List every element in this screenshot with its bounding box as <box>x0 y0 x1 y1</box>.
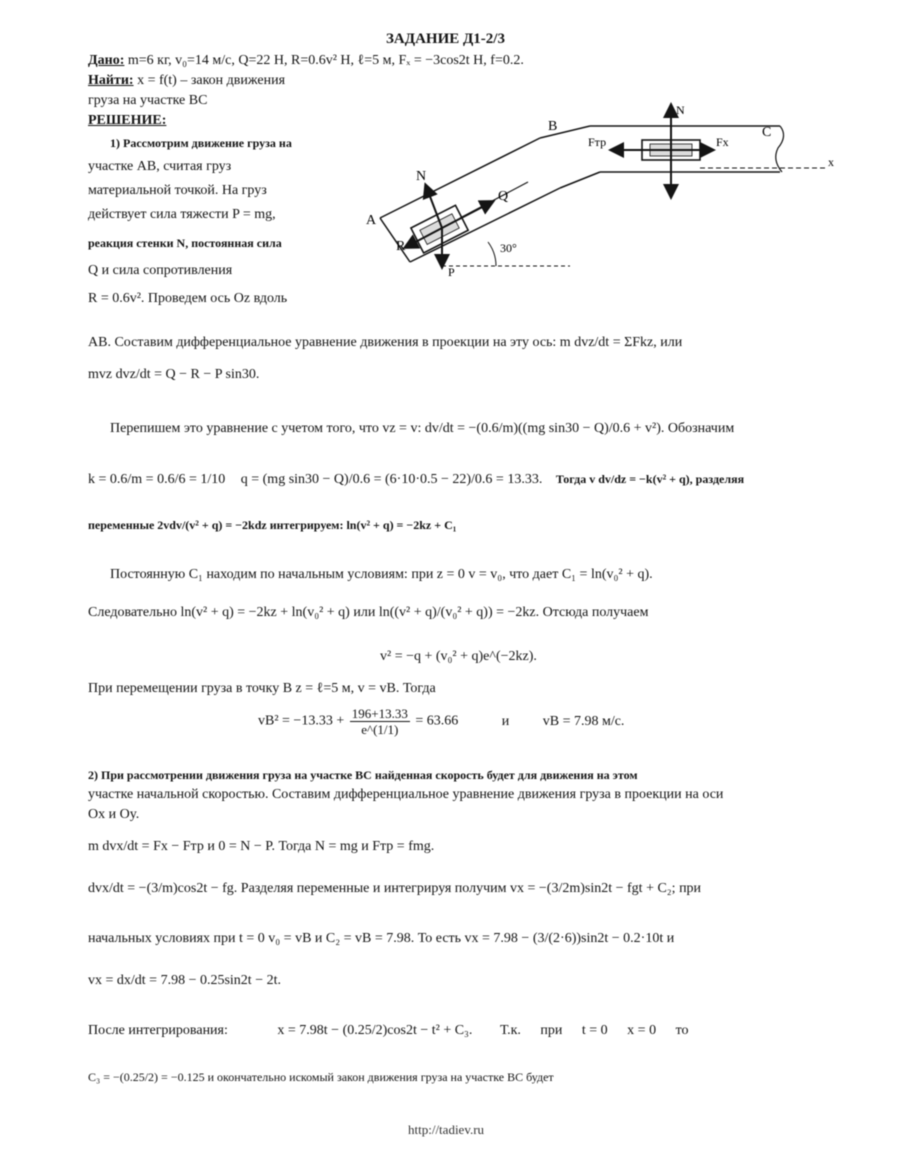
paragraph-5c: Ox и Oy. <box>88 807 140 822</box>
equation-8-line <box>88 1022 689 1040</box>
page-title: ЗАДАНИЕ Д1-2/3 <box>386 31 505 47</box>
equation-3-fraction <box>350 706 410 737</box>
equation-4: m dvx/dt = Fx − Fтр и 0 = N − P. Тогда N = mg и Fтр = fmg. <box>88 839 435 854</box>
equation-k: k = 0.6/m = 0.6/6 = 1/10 <box>88 472 226 487</box>
solution-label: РЕШЕНИЕ: <box>88 113 167 128</box>
para1-continuation: AB. Составим дифференциальное уравнение движения в проекции на эту ось: m dvz/dt = ΣFkz, или <box>88 335 683 350</box>
equation-3-and: и <box>501 713 510 729</box>
equation-3-vb: vB = 7.98 м/с. <box>542 713 625 729</box>
equation-6: начальных условиях при t = 0 v₀ = vB и C₂ = vB = 7.98. То есть vx = 7.98 − (3/(2·6))sin2t − 0.2·10t и <box>88 931 675 946</box>
equation-8-label: После интегрирования: <box>88 1023 228 1038</box>
footer-url[interactable]: http://tadiev.ru <box>408 1122 485 1137</box>
find-line-2: груза на участке BC <box>88 93 208 108</box>
para1-line-5: реакция стенки N, постоянная сила <box>88 236 282 250</box>
paragraph-3: Постоянную C₁ находим по начальным условиям: при z = 0 v = v₀, что дает C₁ = ln(v₀² + q). <box>110 567 653 582</box>
equation-3-denominator: e^(1/1) <box>361 722 399 737</box>
paragraph-5a: 2) При рассмотрении движения груза на участке BC найденная скорость будет для движения на этом <box>88 768 638 782</box>
equation-3-numerator: 196+13.33 <box>351 706 408 721</box>
label-c: C <box>762 125 772 140</box>
para1-line-2: участке AB, считая груз <box>88 159 232 174</box>
para1-line-7: R = 0.6v². Проведем ось Oz вдоль <box>88 291 288 306</box>
equation-3 <box>258 706 624 737</box>
label-fx: Fx <box>716 135 729 149</box>
find-label: Найти: <box>88 73 134 88</box>
label-ftr: Fтр <box>588 135 607 149</box>
label-b: B <box>548 119 558 134</box>
equation-q: q = (mg sin30 − Q)/0.6 = (6·10·0.5 − 22)/0.6 = 13.33. <box>240 472 543 487</box>
para1-line-1: 1) Рассмотрим движение груза на <box>110 136 292 150</box>
label-angle: 30° <box>500 241 517 255</box>
label-q: Q <box>498 189 509 204</box>
paragraph-3b: Следовательно ln(v² + q) = −2kz + ln(v₀² + q) или ln((v² + q)/(v₀² + q)) = −2kz. Отсюда получаем <box>88 605 649 620</box>
para1-line-4: действует сила тяжести P = mg, <box>88 207 276 222</box>
equation-9: C₃ = −(0.25/2) = −0.125 и окончательно искомый закон движения груза на участке BC будет <box>88 1070 554 1084</box>
label-r: R <box>396 239 406 254</box>
label-p: P <box>448 265 455 279</box>
given-label: Дано: <box>88 53 125 68</box>
equation-8: x = 7.98t − (0.25/2)cos2t − t² + C₃. <box>277 1023 473 1038</box>
given-line <box>88 52 524 70</box>
equation-5: dvx/dt = −(3/m)cos2t − fg. Разделяя переменные и интегрируя получим vx = −(3/2m)sin2t − fgt + C₂; при <box>88 881 702 896</box>
equation-3-left: vB² = −13.33 + <box>258 713 345 729</box>
label-a: A <box>366 213 377 228</box>
equation-2: v² = −q + (v₀² + q)e^(−2kz). <box>380 649 537 664</box>
label-n: N <box>416 169 427 184</box>
paragraph-4: При перемещении груза в точку B z = ℓ=5 м, v = vB. Тогда <box>88 681 436 696</box>
para1-line-3: материальной точкой. На груз <box>88 183 267 198</box>
label-n2: N <box>676 103 685 117</box>
incline-top-edge <box>380 138 540 218</box>
find-text: x = f(t) – закон движения <box>137 73 286 88</box>
equation-3-right: = 63.66 <box>415 713 459 729</box>
find-line <box>88 72 285 90</box>
label-x: x <box>828 155 834 169</box>
equation-8-x0: x = 0 <box>627 1023 657 1038</box>
equation-8-pri: при <box>540 1023 563 1038</box>
paragraph-2c: переменные 2vdv/(v² + q) = −2kdz интегрируем: ln(v² + q) = −2kz + C₁ <box>88 518 457 532</box>
paragraph-2: Перепишем это уравнение с учетом того, что vz = v: dv/dt = −(0.6/m)((mg sin30 − Q)/0.6 + v²). Обозначим <box>110 421 735 436</box>
paragraph-5b: участке начальной скоростью. Составим дифференциальное уравнение движения груза в проекции на оси <box>88 787 724 802</box>
equation-7: vx = dx/dt = 7.98 − 0.25sin2t − 2t. <box>88 973 281 988</box>
equation-8-to: то <box>675 1023 689 1038</box>
equation-1: mvz dvz/dt = Q − R − P sin30. <box>88 367 260 382</box>
mechanics-diagram <box>360 100 850 280</box>
equation-k-q-line <box>88 470 744 489</box>
equation-8-tak: Т.к. <box>499 1023 521 1038</box>
para1-line-6: Q и сила сопротивления <box>88 263 233 278</box>
equation-8-t0: t = 0 <box>581 1023 608 1038</box>
given-text: m=6 кг, v₀=14 м/с, Q=22 Н, R=0.6v² Н, ℓ=5 м, Fₓ = −3cos2t Н, f=0.2. <box>127 53 524 68</box>
paragraph-2b: Тогда v dv/dz = −k(v² + q), разделяя <box>555 472 745 486</box>
